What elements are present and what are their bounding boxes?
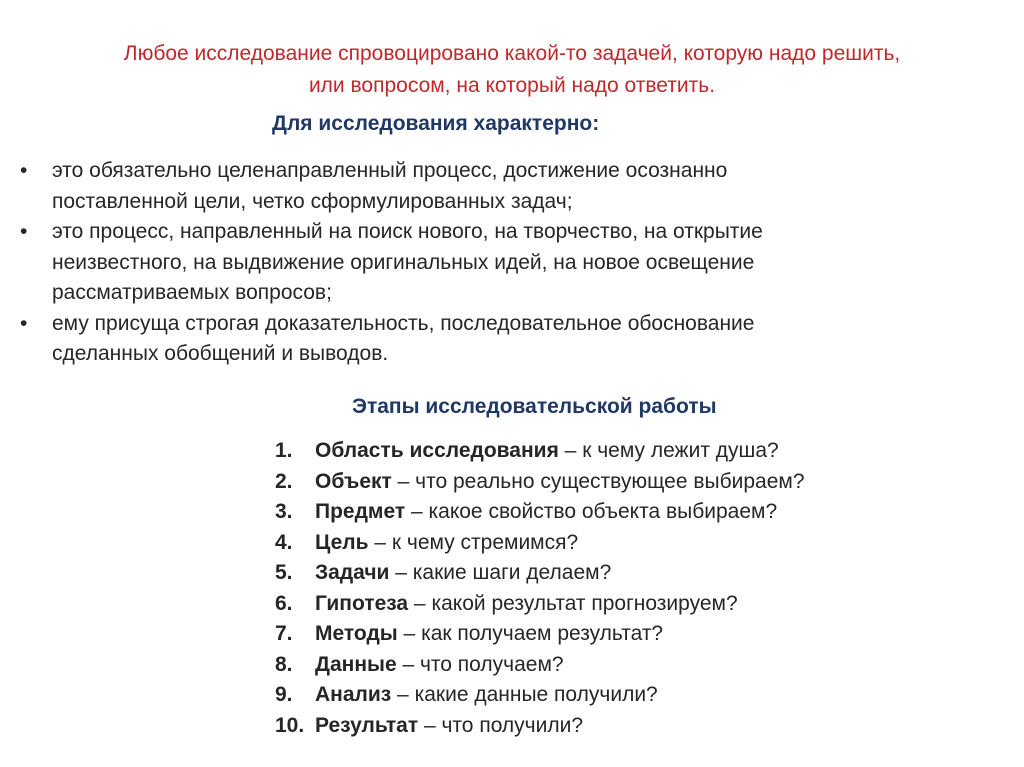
bullet-line: это обязательно целенаправленный процесс, достижение осознанно [52, 159, 728, 182]
list-item [275, 680, 805, 711]
intro-text [0, 38, 1024, 102]
step-term: Данные [315, 652, 397, 676]
step-number: 4. [275, 530, 293, 554]
bullet-line: сделанных обобщений и выводов. [52, 342, 389, 365]
bullet-line: поставленной цели, четко сформулированных задач; [52, 189, 573, 213]
bullet-line: неизвестного, на выдвижение оригинальных идей, на новое освещение [52, 250, 755, 274]
step-description: – какой результат прогнозируем? [408, 591, 738, 615]
step-number: 2. [275, 469, 293, 493]
bullet-icon: • [20, 220, 28, 243]
step-description: – какие шаги делаем? [389, 561, 612, 584]
step-term: Методы [315, 622, 398, 645]
list-item [275, 436, 805, 467]
step-term: Результат [315, 713, 419, 737]
step-description: – что получили? [418, 713, 584, 737]
list-item [20, 217, 1000, 309]
step-description: – какое свойство объекта выбираем? [405, 500, 778, 523]
list-item [275, 619, 805, 650]
step-description: – к чему стремимся? [368, 530, 579, 554]
step-number: 6. [275, 591, 293, 615]
bullet-line: это процесс, направленный на поиск нового, на творчество, на открытие [52, 220, 763, 243]
list-item [20, 309, 1000, 370]
step-description: – какие данные получили? [391, 683, 658, 706]
step-description: – как получаем результат? [397, 622, 664, 645]
intro-line: или вопросом, на который надо ответить. [308, 74, 716, 97]
step-term: Предмет [315, 500, 406, 523]
bullet-line: ему присуща строгая доказательность, последовательное обоснование [52, 311, 755, 335]
list-item [275, 589, 805, 620]
list-item [275, 528, 805, 559]
step-number: 7. [275, 622, 293, 645]
stages-list [275, 436, 805, 741]
step-description: – что реально существующее выбираем? [391, 469, 805, 493]
stages-heading: Этапы исследовательской работы [352, 395, 717, 418]
bullet-icon: • [20, 159, 28, 182]
list-item [275, 711, 805, 742]
characteristics-list [20, 156, 1000, 370]
step-number: 10. [275, 713, 305, 737]
list-item [275, 650, 805, 681]
step-description: – что получаем? [396, 652, 564, 676]
bullet-line: рассматриваемых вопросов; [52, 281, 332, 304]
intro-line: Любое исследование спровоцировано какой-то задачей, которую надо решить, [123, 42, 901, 65]
step-description: – к чему лежит душа? [558, 439, 779, 462]
step-term: Цель [315, 530, 369, 554]
step-number: 1. [275, 439, 293, 462]
step-term: Задачи [315, 561, 390, 584]
step-term: Область исследования [315, 439, 559, 462]
step-number: 8. [275, 652, 293, 676]
step-number: 9. [275, 683, 293, 706]
list-item [275, 497, 805, 528]
characteristics-heading: Для исследования характерно: [272, 112, 600, 135]
bullet-icon: • [20, 311, 28, 335]
step-term: Анализ [315, 683, 392, 706]
step-number: 5. [275, 561, 293, 584]
list-item [275, 467, 805, 498]
step-number: 3. [275, 500, 293, 523]
step-term: Гипотеза [315, 591, 409, 615]
step-term: Объект [315, 469, 392, 493]
list-item [275, 558, 805, 589]
list-item [20, 156, 1000, 217]
